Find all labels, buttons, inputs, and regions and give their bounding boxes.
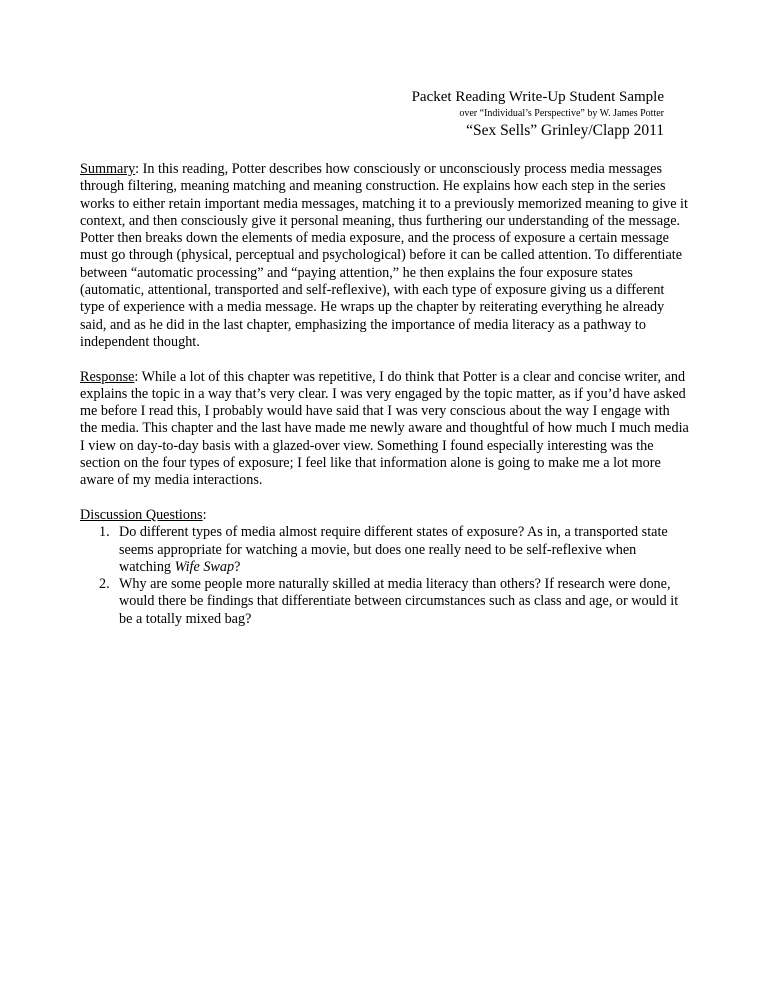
- response-text: : While a lot of this chapter was repetitive, I do think that Potter is a clear and concise writer, and explains the topic in a way that’s very clear. I was very engaged by the topic matter, as if you’d have asked me before I read this, I probably would have said that I was very conscious about the way I engage with the media. This chapter and the last have made me newly aware and thoughtful of how much I much media I view on day-to-day basis with a glazed-over view. Something I found especially interesting was the section on the four types of exposure; I feel like that information alone is going to make me a lot more aware of my media interactions.: [80, 368, 689, 489]
- document-subtitle: over “Individual’s Perspective” by W. James Potter: [459, 108, 664, 119]
- question-text-end: ?: [234, 558, 241, 575]
- summary-label: Summary: [80, 161, 136, 177]
- document-title: Packet Reading Write-Up Student Sample: [411, 89, 664, 105]
- discussion-section: [80, 507, 690, 628]
- discussion-label: Discussion Questions: [80, 506, 203, 523]
- discussion-questions-list: [80, 524, 690, 628]
- question-text: Do different types of media almost require different states of exposure? As in, a transported state seems appropriate for watching a movie, but does one really need to be self-reflexive when watching: [119, 524, 668, 575]
- question-number: 2.: [99, 576, 110, 593]
- summary-paragraph: [80, 161, 690, 351]
- discussion-question-2: [80, 576, 690, 628]
- response-label: Response: [80, 368, 135, 385]
- discussion-heading: [80, 507, 690, 524]
- document-body: [80, 161, 690, 628]
- response-paragraph: [80, 369, 690, 490]
- question-number: 1.: [99, 524, 110, 541]
- show-title: Wife Swap: [174, 558, 235, 575]
- question-text: Why are some people more naturally skilled at media literacy than others? If research were done, would there be findings that differentiate between circumstances such as class and age, or would it be a totally mixed bag?: [119, 576, 679, 627]
- discussion-colon: :: [202, 506, 207, 523]
- document-header: [412, 88, 664, 140]
- discussion-question-1: [80, 524, 690, 576]
- summary-text: : In this reading, Potter describes how consciously or unconsciously process media messages through filtering, meaning matching and meaning construction. He explains how each step in the series works to either retain important media messages, matching it to a previously memorized meaning to give it context, and then consciously give it personal meaning, thus furthering our understanding of the message. Potter then breaks down the elements of media exposure, and the process of exposure a certain message must go through (physical, perceptual and psychological) before it can be called attention. To differentiate between “automatic processing” and “paying attention,” he then explains the four exposure states (automatic, attentional, transported and self-reflexive), with each type of exposure giving us a different type of experience with a media message. He wraps up the chapter by reiterating everything he already said, and as he did in the last chapter, emphasizing the importance of media literacy as a pathway to independent thought.: [80, 161, 688, 350]
- course-line: “Sex Sells” Grinley/Clapp 2011: [466, 122, 664, 139]
